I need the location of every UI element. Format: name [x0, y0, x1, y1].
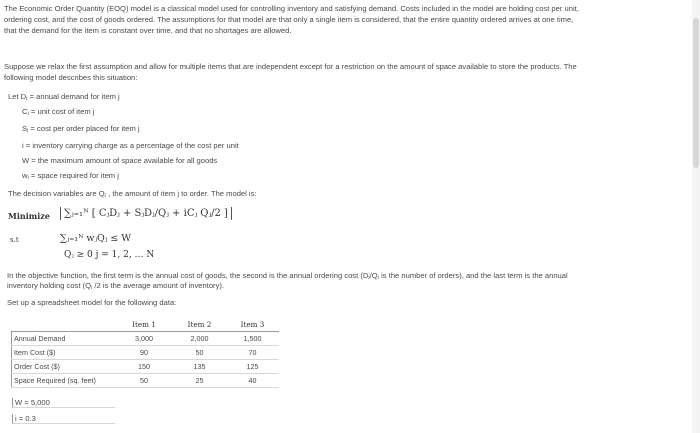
row-label: Order Cost ($) [12, 360, 116, 374]
row-label: Item Cost ($) [12, 346, 116, 360]
table-cell: 1,500 [226, 332, 279, 346]
subject-to-label: s.t [10, 236, 19, 244]
relax-line-1: Suppose we relax the first assumption and allow for multiple items that are independent except for a restriction on the amount of space available to store the products. The [4, 62, 577, 71]
header-item-3: Item 3 [240, 319, 265, 329]
table-cell: 25 [173, 374, 226, 388]
table-cell: 150 [115, 360, 173, 374]
table-header-row [12, 317, 280, 332]
intro-paragraph [4, 3, 688, 37]
nonnegativity-constraint: Qⱼ ≥ 0 j = 1, 2, … N [64, 250, 155, 260]
intro-line-1: The Economic Order Quantity (EOQ) model is a classical model used for controlling inventory and satisfying demand. Costs included in the model are holding cost per unit, [4, 4, 579, 13]
relax-paragraph [4, 61, 688, 83]
intro-line-3: that the demand for the item is constant over time, and that no shortages are allowed. [4, 26, 292, 36]
row-label: Annual Demand [12, 332, 116, 346]
definition-demand: Let Dⱼ = annual demand for item j [8, 92, 120, 101]
table-cell: 90 [115, 346, 173, 360]
scrollbar-thumb[interactable] [693, 18, 699, 168]
table-cell: 135 [173, 360, 226, 374]
objective-note-line-1: In the objective function, the first term is the annual cost of goods, the second is the annual ordering cost (Dⱼ/Qⱼ is the number of orders), and the last term is the annual [7, 271, 568, 280]
minimize-label: Minimize [8, 211, 50, 221]
decision-variables-text: The decision variables are Qⱼ , the amount of item j to order. The model is: [8, 189, 257, 198]
header-blank-cell [12, 317, 116, 332]
table-row [12, 360, 280, 374]
table-cell: 50 [173, 346, 226, 360]
table-row [12, 332, 280, 346]
objective-note-line-2: inventory holding cost (Qⱼ /2 is the average amount of inventory). [7, 281, 225, 290]
param-carrying-charge: i = 0.3 [12, 414, 115, 424]
relax-line-2: following model describes this situation: [4, 73, 138, 83]
definition-max-space: W = the maximum amount of space available for all goods [22, 156, 218, 165]
objective-function: ∑ⱼ₌₁ᴺ [ CⱼDⱼ + SⱼDⱼ/Qⱼ + iCⱼ Qⱼ/2 ] [60, 207, 232, 220]
table-cell: 2,000 [173, 332, 226, 346]
row-label: Space Required (sq. feet) [12, 374, 116, 388]
definition-unit-cost: Cⱼ = unit cost of item j [22, 107, 95, 116]
header-item-2: Item 2 [187, 319, 212, 329]
definition-order-cost: Sⱼ = cost per order placed for item j [22, 124, 140, 133]
objective-note [7, 271, 691, 291]
definition-carrying-charge: i = inventory carrying charge as a percentage of the cost per unit [22, 141, 239, 150]
setup-instruction: Set up a spreadsheet model for the following data: [7, 298, 177, 307]
vertical-scrollbar[interactable] [692, 0, 700, 433]
table-row [12, 374, 280, 388]
header-item-1: Item 1 [132, 319, 156, 329]
table-cell: 40 [226, 374, 279, 388]
table-cell: 50 [115, 374, 173, 388]
data-table [11, 317, 279, 388]
table-cell: 70 [226, 346, 279, 360]
table-row [12, 346, 280, 360]
table-cell: 3,000 [115, 332, 173, 346]
intro-line-2: ordering cost, and the cost of goods ordered. The assumptions for that model are that only a single item is considered, that the entire quantity ordered arrives at one time, [4, 15, 574, 25]
param-space-capacity: W = 5,000 [12, 398, 115, 408]
definition-space-required: wⱼ = space required for item j [22, 171, 119, 180]
table-cell: 125 [226, 360, 279, 374]
space-constraint: ∑ⱼ₌₁ᴺ wⱼQⱼ ≤ W [60, 233, 132, 244]
